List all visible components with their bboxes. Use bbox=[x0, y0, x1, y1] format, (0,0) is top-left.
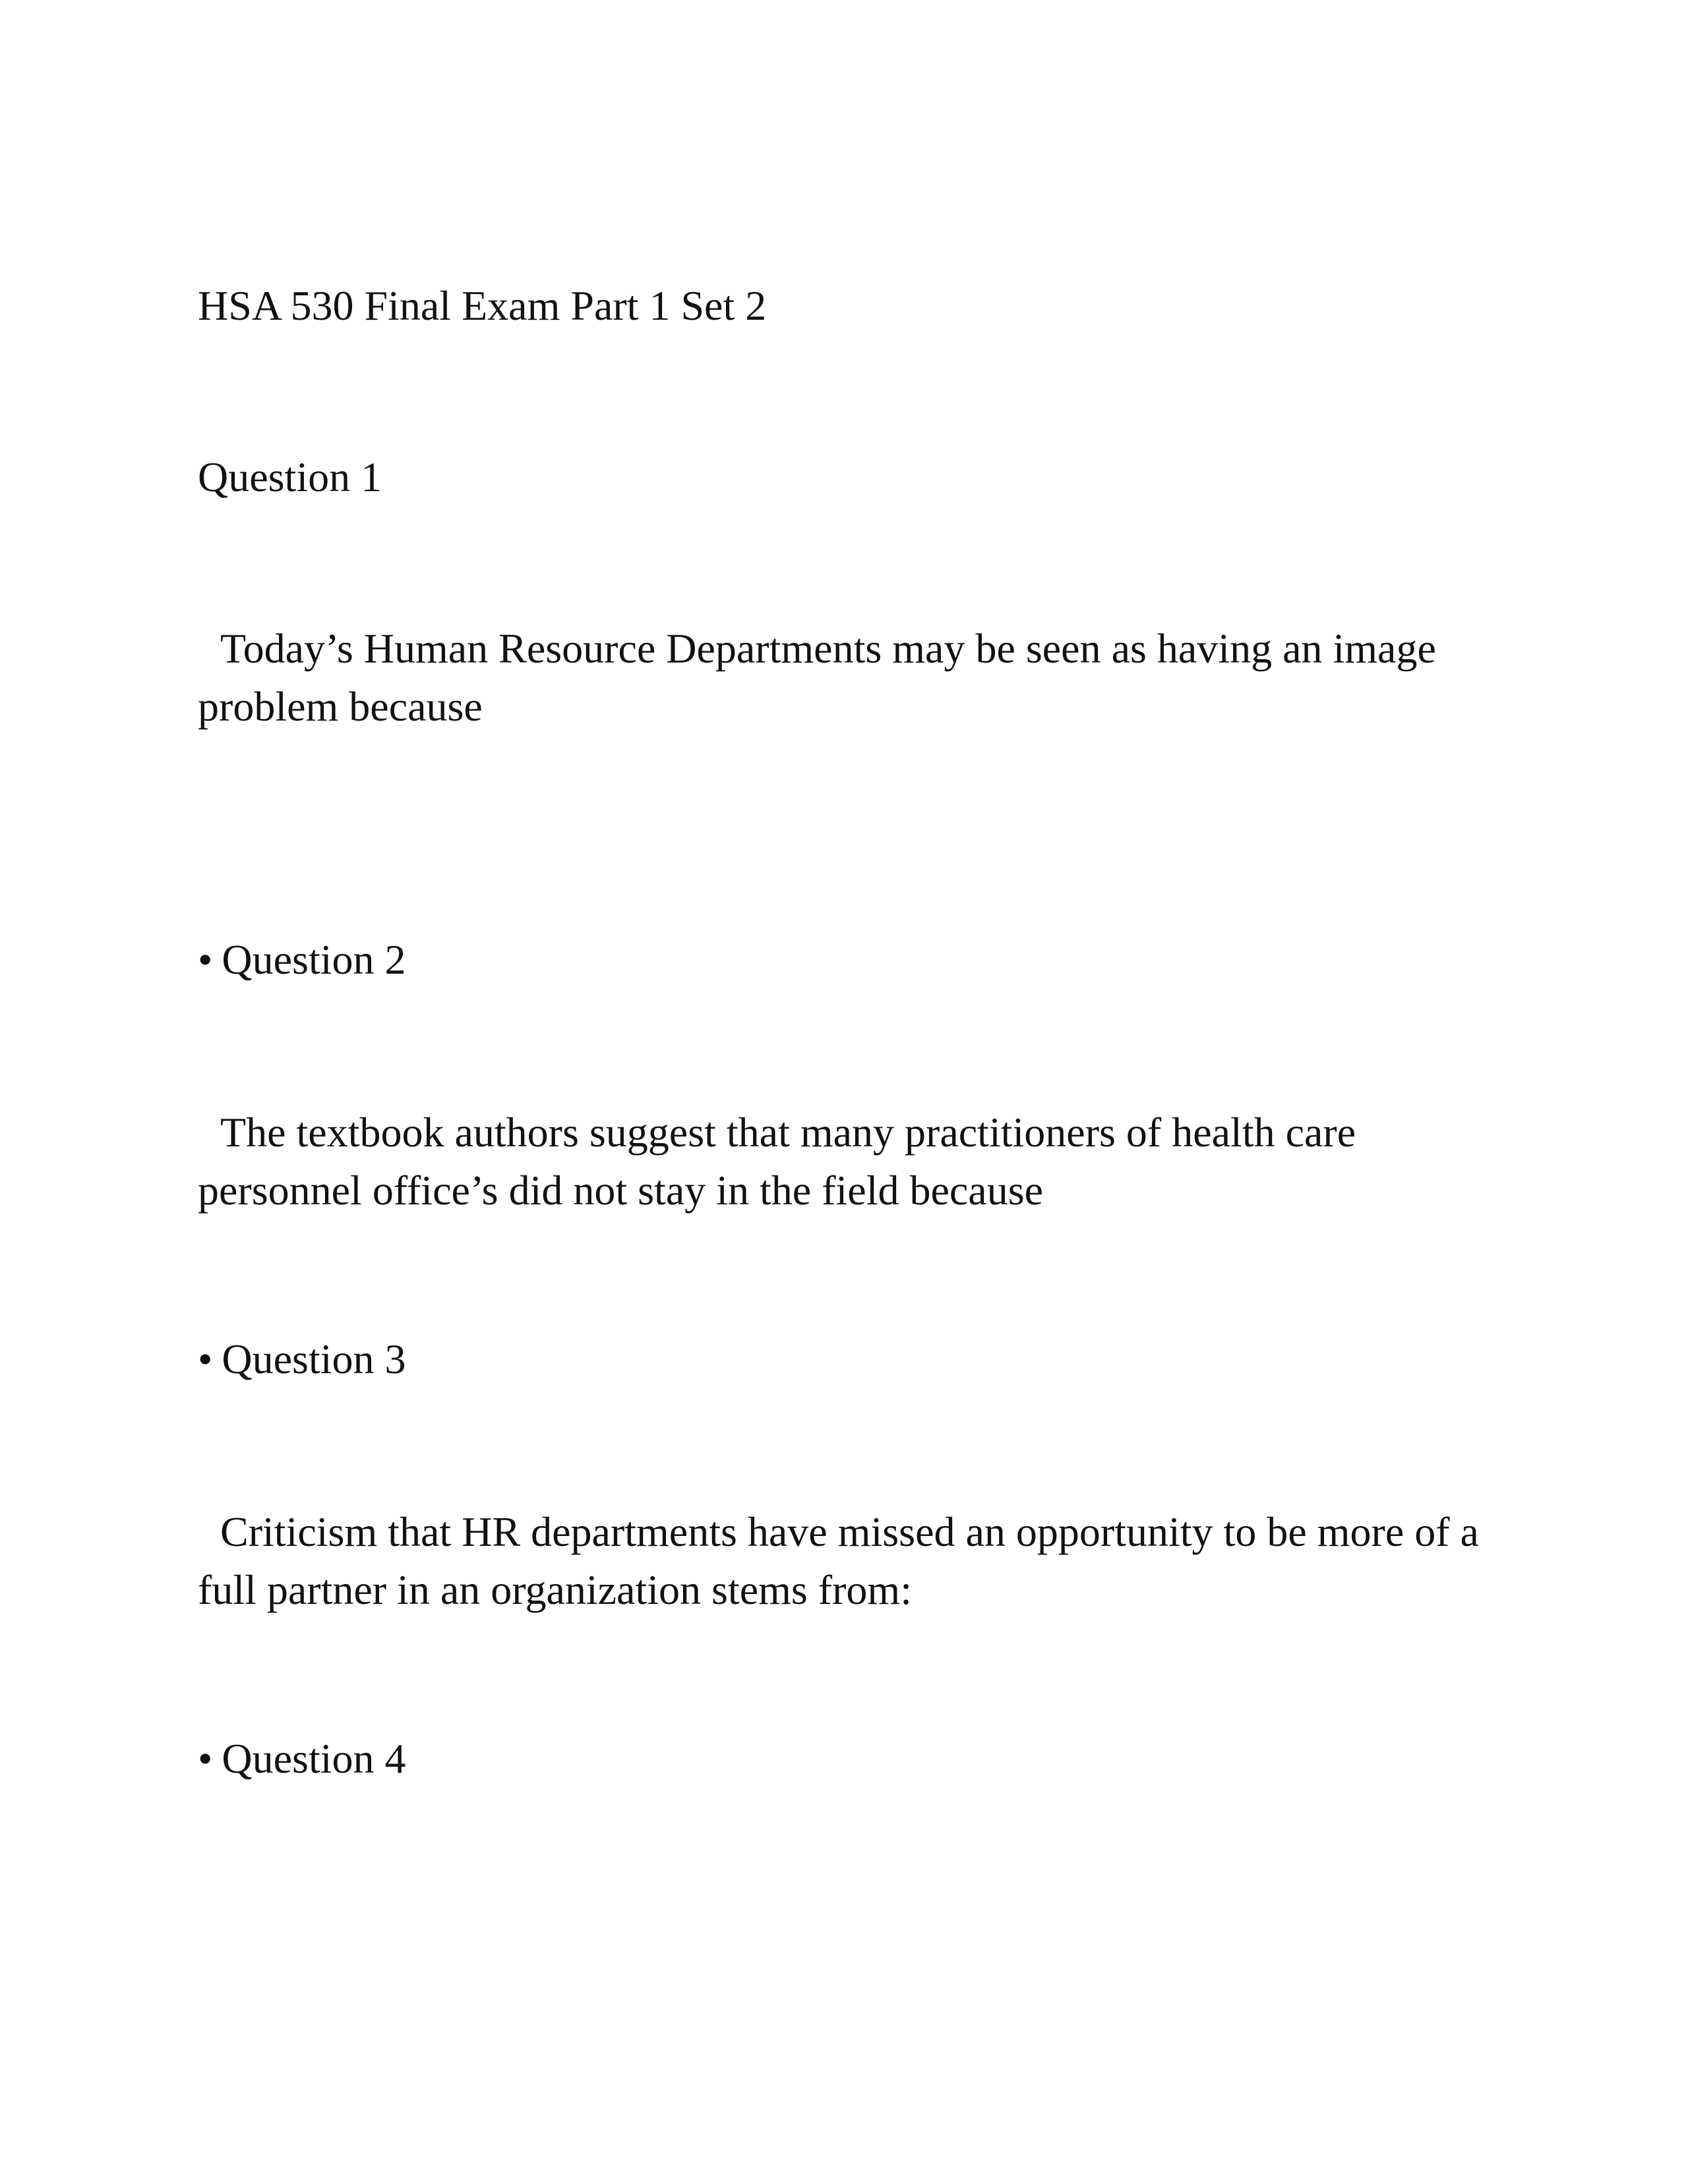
question-3-text bbox=[198, 1503, 1530, 1619]
question-1-text-body: Today’s Human Resource Departments may be seen as having an image problem because bbox=[198, 625, 1436, 730]
question-4-label: Question 4 bbox=[222, 1735, 406, 1782]
document-title: HSA 530 Final Exam Part 1 Set 2 bbox=[198, 282, 767, 329]
bullet-icon: • bbox=[198, 1735, 213, 1782]
bullet-icon: • bbox=[198, 936, 213, 983]
question-2-label: Question 2 bbox=[222, 936, 406, 983]
question-3-heading bbox=[198, 1330, 406, 1388]
bullet-icon: • bbox=[198, 1336, 213, 1382]
question-3-label: Question 3 bbox=[222, 1336, 406, 1382]
question-1-label: Question 1 bbox=[198, 454, 382, 500]
question-2-text-body: The textbook authors suggest that many practitioners of health care personnel office’s did not stay in the field because bbox=[198, 1109, 1356, 1214]
question-2-text bbox=[198, 1104, 1530, 1220]
question-3-text-body: Criticism that HR departments have missed an opportunity to be more of a full partner in an organization stems from: bbox=[198, 1508, 1479, 1613]
question-2-heading bbox=[198, 931, 406, 989]
question-4-heading bbox=[198, 1730, 406, 1788]
question-1-text bbox=[198, 620, 1530, 736]
